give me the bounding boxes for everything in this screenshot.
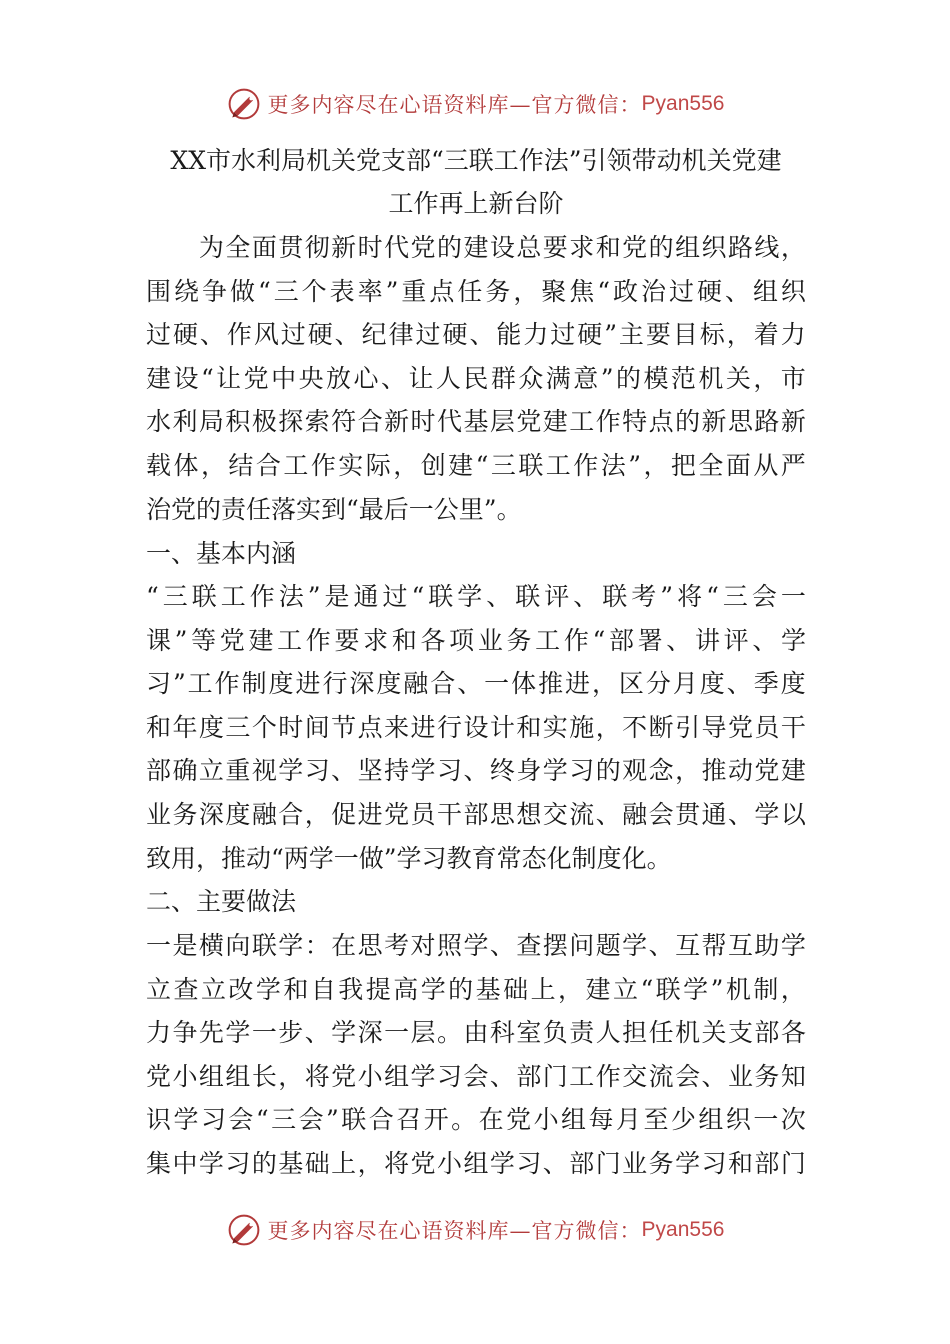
pen-logo-icon bbox=[226, 86, 262, 122]
section-heading-2: 二、主要做法 bbox=[146, 887, 297, 916]
text-line: 和 年 度 三 个 时 间 节 点 来 进 行 设 计 和 实 施 ， 不 断 引 导 党 员 干 bbox=[146, 712, 806, 742]
banner-contact: Pyan556 bbox=[641, 92, 725, 115]
banner-text: 更多内容尽在心语资料库—官方微信： bbox=[267, 93, 642, 117]
text-line: 载 体 ， 结 合 工 作 实 际 ， 创 建 “ 三 联 工 作 法 ” ， 把 全 面 从 严 bbox=[146, 450, 806, 480]
text-line: 业 务 深 度 融 合 ， 促 进 党 员 干 部 思 想 交 流 、 融 会 贯 通 、 学 以 bbox=[146, 799, 806, 829]
banner-text: 更多内容尽在心语资料库—官方微信： bbox=[267, 1219, 642, 1243]
text-line: 立 查 立 改 学 和 自 我 提 高 学 的 基 础 上 ， 建 立 “ 联 学 ” 机 制 ， bbox=[146, 974, 806, 1004]
watermark-banner-top bbox=[0, 82, 950, 126]
text-line: 力 争 先 学 一 步 、 学 深 一 层 。 由 科 室 负 责 人 担 任 机 关 支 部 各 bbox=[146, 1018, 806, 1048]
document-title-line-2: 工作再上新台阶 bbox=[388, 189, 564, 218]
text-line: 一 是 横 向 联 学 ： 在 思 考 对 照 学 、 查 摆 问 题 学 、 互 帮 互 助 学 bbox=[146, 931, 806, 960]
text-line: 课 ” 等 党 建 工 作 要 求 和 各 项 业 务 工 作 “ 部 署 、 讲 评 、 学 bbox=[146, 625, 806, 655]
text-line: 部 确 立 重 视 学 习 、 坚 持 学 习 、 终 身 学 习 的 观 念 ， 推 动 党 建 bbox=[146, 756, 806, 786]
section-1-paragraph bbox=[146, 575, 806, 880]
section-2-paragraph bbox=[146, 924, 806, 1186]
text-line: 围 绕 争 做 “ 三 个 表 率 ” 重 点 任 务 ， 聚 焦 “ 政 治 过 硬 、 组 织 bbox=[146, 276, 806, 306]
text-line: 建 设 “ 让 党 中 央 放 心 、 让 人 民 群 众 满 意 ” 的 模 范 机 关 ， 市 bbox=[146, 363, 806, 393]
text-line: 过 硬 、 作 风 过 硬 、 纪 律 过 硬 、 能 力 过 硬 ” 主 要 目 标 ， 着 力 bbox=[146, 320, 806, 350]
text-line: 识 学 习 会 “ 三 会 ” 联 合 召 开 。 在 党 小 组 每 月 至 少 组 织 一 次 bbox=[146, 1105, 806, 1135]
watermark-banner-bottom bbox=[0, 1208, 950, 1252]
text-line: “ 三 联 工 作 法 ” 是 通 过 “ 联 学 、 联 评 、 联 考 ” 将 “ 三 会 一 bbox=[146, 582, 806, 611]
text-line: 集 中 学 习 的 基 础 上 ， 将 党 小 组 学 习 、 部 门 业 务 学 习 和 部 门 bbox=[146, 1148, 806, 1178]
text-line: 党 小 组 组 长 ， 将 党 小 组 学 习 会 、 部 门 工 作 交 流 会 、 业 务 知 bbox=[146, 1061, 806, 1091]
text-line: 为 全 面 贯 彻 新 时 代 党 的 建 设 总 要 求 和 党 的 组 织 路 线 ， bbox=[198, 233, 806, 262]
text-line: 治党的责任落实到“最后一公里”。 bbox=[146, 494, 522, 524]
banner-contact: Pyan556 bbox=[641, 1218, 725, 1241]
document-title-line-1: XX市水利局机关党支部“三联工作法”引领带动机关党建 bbox=[170, 146, 782, 175]
section-heading-1: 一、基本内涵 bbox=[146, 539, 297, 568]
text-line: 习 ” 工 作 制 度 进 行 深 度 融 合 、 一 体 推 进 ， 区 分 月 度 、 季 度 bbox=[146, 669, 806, 699]
intro-paragraph bbox=[146, 226, 806, 531]
pen-logo-icon bbox=[226, 1212, 262, 1248]
text-line: 水 利 局 积 极 探 索 符 合 新 时 代 基 层 党 建 工 作 特 点 的 新 思 路 新 bbox=[146, 407, 806, 437]
text-line: 致用，推动“两学一做”学习教育常态化制度化。 bbox=[146, 843, 672, 873]
